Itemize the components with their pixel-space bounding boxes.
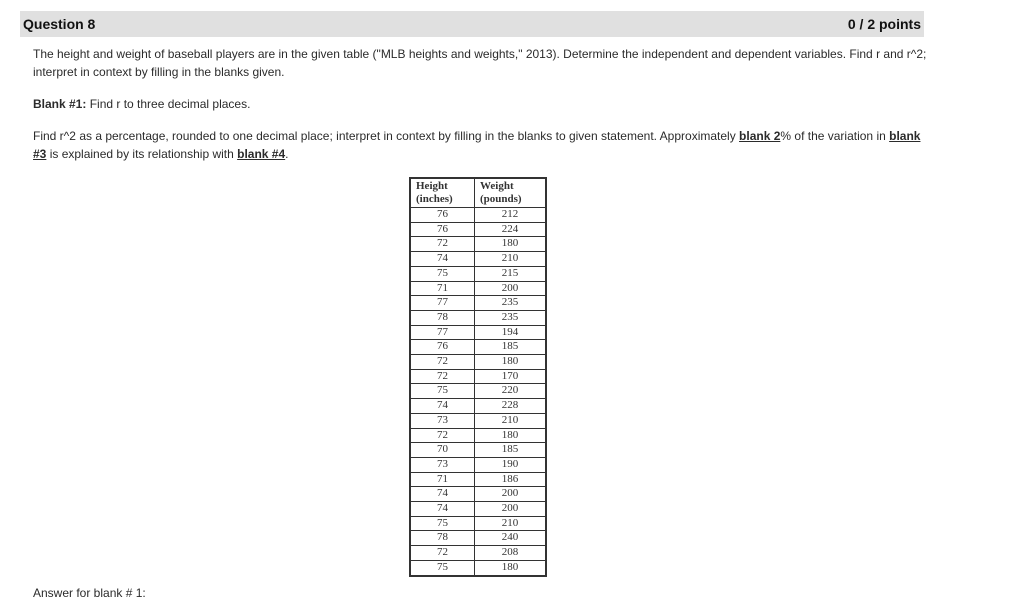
height-column-header: Height (inches)	[410, 178, 475, 208]
height-cell: 72	[410, 237, 475, 252]
weight-cell: 180	[475, 560, 547, 575]
weight-cell: 200	[475, 281, 547, 296]
weight-cell: 180	[475, 237, 547, 252]
weight-cell: 210	[475, 516, 547, 531]
question-header	[20, 11, 924, 37]
r-squared-instruction	[33, 127, 928, 163]
blank-1-label: Blank #1:	[33, 97, 87, 111]
weight-cell: 235	[475, 296, 547, 311]
height-cell: 73	[410, 457, 475, 472]
weight-cell: 185	[475, 340, 547, 355]
table-row	[410, 266, 546, 281]
weight-cell: 170	[475, 369, 547, 384]
weight-cell: 200	[475, 487, 547, 502]
height-cell: 75	[410, 384, 475, 399]
weight-cell: 210	[475, 252, 547, 267]
table-row	[410, 252, 546, 267]
table-row	[410, 281, 546, 296]
weight-cell: 185	[475, 443, 547, 458]
table-row	[410, 384, 546, 399]
height-cell: 72	[410, 428, 475, 443]
height-cell: 74	[410, 252, 475, 267]
table-row	[410, 428, 546, 443]
blank-2-link[interactable]: blank 2	[739, 129, 781, 143]
table-row	[410, 457, 546, 472]
height-cell: 78	[410, 531, 475, 546]
height-cell: 72	[410, 369, 475, 384]
height-cell: 75	[410, 516, 475, 531]
weight-cell: 228	[475, 399, 547, 414]
height-cell: 74	[410, 399, 475, 414]
table-row	[410, 472, 546, 487]
weight-cell: 220	[475, 384, 547, 399]
blank-4-link[interactable]: blank #4	[237, 147, 286, 161]
table-row	[410, 516, 546, 531]
question-description: The height and weight of baseball players are in the given table ("MLB heights and weights," 2013). Determine the independent and dependent variables. Find r and r^2; interpret in context by filling in the blanks given.	[33, 47, 927, 79]
height-cell: 74	[410, 487, 475, 502]
table-row	[410, 310, 546, 325]
table-row	[410, 296, 546, 311]
blank-1-instruction	[33, 95, 928, 113]
height-cell: 76	[410, 208, 475, 223]
weight-cell: 186	[475, 472, 547, 487]
table-body	[410, 208, 546, 576]
weight-cell: 180	[475, 355, 547, 370]
data-table-container	[409, 177, 547, 577]
height-cell: 70	[410, 443, 475, 458]
height-cell: 77	[410, 325, 475, 340]
weight-cell: 215	[475, 266, 547, 281]
height-cell: 76	[410, 340, 475, 355]
weight-cell: 224	[475, 222, 547, 237]
table-row	[410, 355, 546, 370]
table-row	[410, 560, 546, 575]
height-cell: 75	[410, 266, 475, 281]
table-row	[410, 237, 546, 252]
table-row	[410, 502, 546, 517]
instruction-part-3: is explained by its relationship with	[46, 147, 238, 161]
table-row	[410, 487, 546, 502]
height-cell: 75	[410, 560, 475, 575]
table-header-row	[410, 178, 546, 208]
table-row	[410, 546, 546, 561]
weight-cell: 212	[475, 208, 547, 223]
weight-cell: 180	[475, 428, 547, 443]
table-row	[410, 399, 546, 414]
weight-cell: 210	[475, 413, 547, 428]
table-row	[410, 208, 546, 223]
table-row	[410, 369, 546, 384]
instruction-part-4: .	[285, 147, 289, 161]
blank-1-text: Find r to three decimal places.	[86, 97, 251, 111]
instruction-part-1: Find r^2 as a percentage, rounded to one decimal place; interpret in context by filling in the blanks to given statement. Approximately	[33, 129, 740, 143]
weight-cell: 200	[475, 502, 547, 517]
weight-cell: 190	[475, 457, 547, 472]
weight-cell: 194	[475, 325, 547, 340]
table-row	[410, 443, 546, 458]
table-row	[410, 340, 546, 355]
height-weight-table	[409, 177, 547, 577]
weight-cell: 208	[475, 546, 547, 561]
table-row	[410, 531, 546, 546]
height-cell: 71	[410, 472, 475, 487]
height-cell: 71	[410, 281, 475, 296]
blank-3-link[interactable]: blank #3	[33, 129, 921, 161]
height-cell: 76	[410, 222, 475, 237]
question-title: Question 8	[23, 16, 96, 32]
table-row	[410, 222, 546, 237]
instruction-part-2: % of the variation in	[780, 129, 890, 143]
weight-column-header: Weight (pounds)	[475, 178, 547, 208]
height-cell: 72	[410, 355, 475, 370]
height-cell: 77	[410, 296, 475, 311]
weight-cell: 240	[475, 531, 547, 546]
height-cell: 74	[410, 502, 475, 517]
height-cell: 72	[410, 546, 475, 561]
question-points: 0 / 2 points	[847, 16, 921, 32]
table-row	[410, 413, 546, 428]
height-cell: 78	[410, 310, 475, 325]
weight-cell: 235	[475, 310, 547, 325]
answer-blank-1-label: Answer for blank # 1:	[33, 586, 146, 600]
height-cell: 73	[410, 413, 475, 428]
table-row	[410, 325, 546, 340]
